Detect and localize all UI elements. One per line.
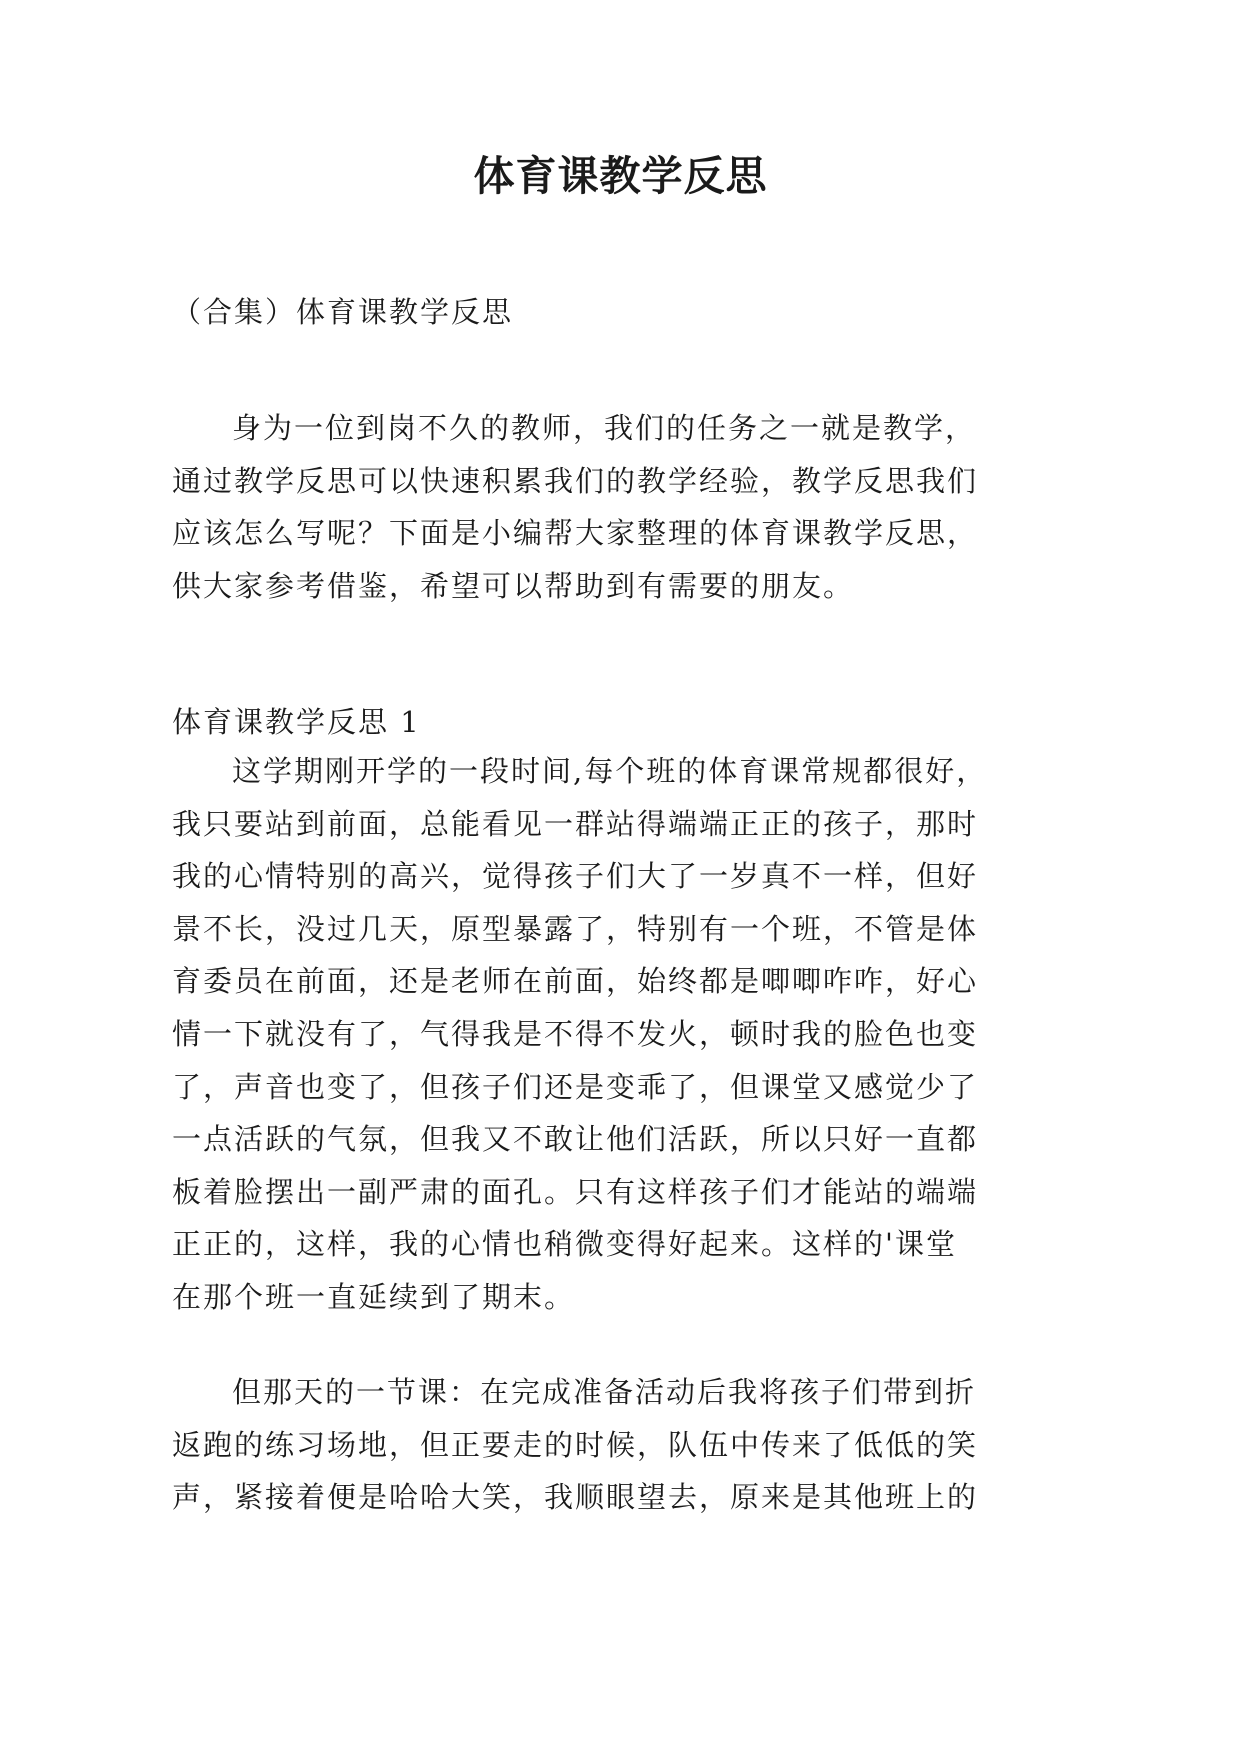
paragraph-line: 景不长，没过几天，原型暴露了，特别有一个班，不管是体 xyxy=(172,911,979,946)
paragraph-line: 我只要站到前面，总能看见一群站得端端正正的孩子，那时 xyxy=(172,806,979,841)
paragraph-line: 正正的，这样，我的心情也稍微变得好起来。这样的'课堂 xyxy=(172,1227,957,1262)
paragraph-line: 但那天的一节课：在完成准备活动后我将孩子们带到折 xyxy=(232,1375,977,1409)
paragraph-line: 情一下就没有了，气得我是不得不发火，顿时我的脸色也变 xyxy=(172,1016,979,1051)
body-paragraph-1 xyxy=(172,745,1072,1324)
body-paragraph-2 xyxy=(172,1366,1072,1524)
paragraph-line: 这学期刚开学的一段时间,每个班的体育课常规都很好， xyxy=(232,754,988,788)
paragraph-line: 板着脸摆出一副严肃的面孔。只有这样孩子们才能站的端端 xyxy=(172,1174,979,1209)
paragraph-line: 一点活跃的气氛，但我又不敢让他们活跃，所以只好一直都 xyxy=(172,1122,979,1157)
intro-line: 应该怎么写呢？下面是小编帮大家整理的体育课教学反思， xyxy=(172,516,979,551)
intro-line: 通过教学反思可以快速积累我们的教学经验，教学反思我们 xyxy=(172,463,979,498)
paragraph-line: 我的心情特别的高兴，觉得孩子们大了一岁真不一样，但好 xyxy=(172,859,979,894)
paragraph-line: 在那个班一直延续到了期末。 xyxy=(172,1279,576,1314)
section-heading: 体育课教学反思 1 xyxy=(172,705,421,739)
intro-paragraph xyxy=(172,402,1072,612)
paragraph-line: 育委员在前面，还是老师在前面，始终都是唧唧咋咋，好心 xyxy=(172,964,979,999)
document-title: 体育课教学反思 xyxy=(473,152,768,200)
document-subtitle: （合集）体育课教学反思 xyxy=(172,295,514,329)
intro-line: 身为一位到岗不久的教师，我们的任务之一就是教学， xyxy=(232,411,977,445)
paragraph-line: 返跑的练习场地，但正要走的时候，队伍中传来了低低的笑 xyxy=(172,1427,979,1462)
intro-line: 供大家参考借鉴，希望可以帮助到有需要的朋友。 xyxy=(172,568,855,603)
paragraph-line: 声，紧接着便是哈哈大笑，我顺眼望去，原来是其他班上的 xyxy=(172,1480,979,1515)
paragraph-line: 了，声音也变了，但孩子们还是变乖了，但课堂又感觉少了 xyxy=(172,1069,979,1104)
